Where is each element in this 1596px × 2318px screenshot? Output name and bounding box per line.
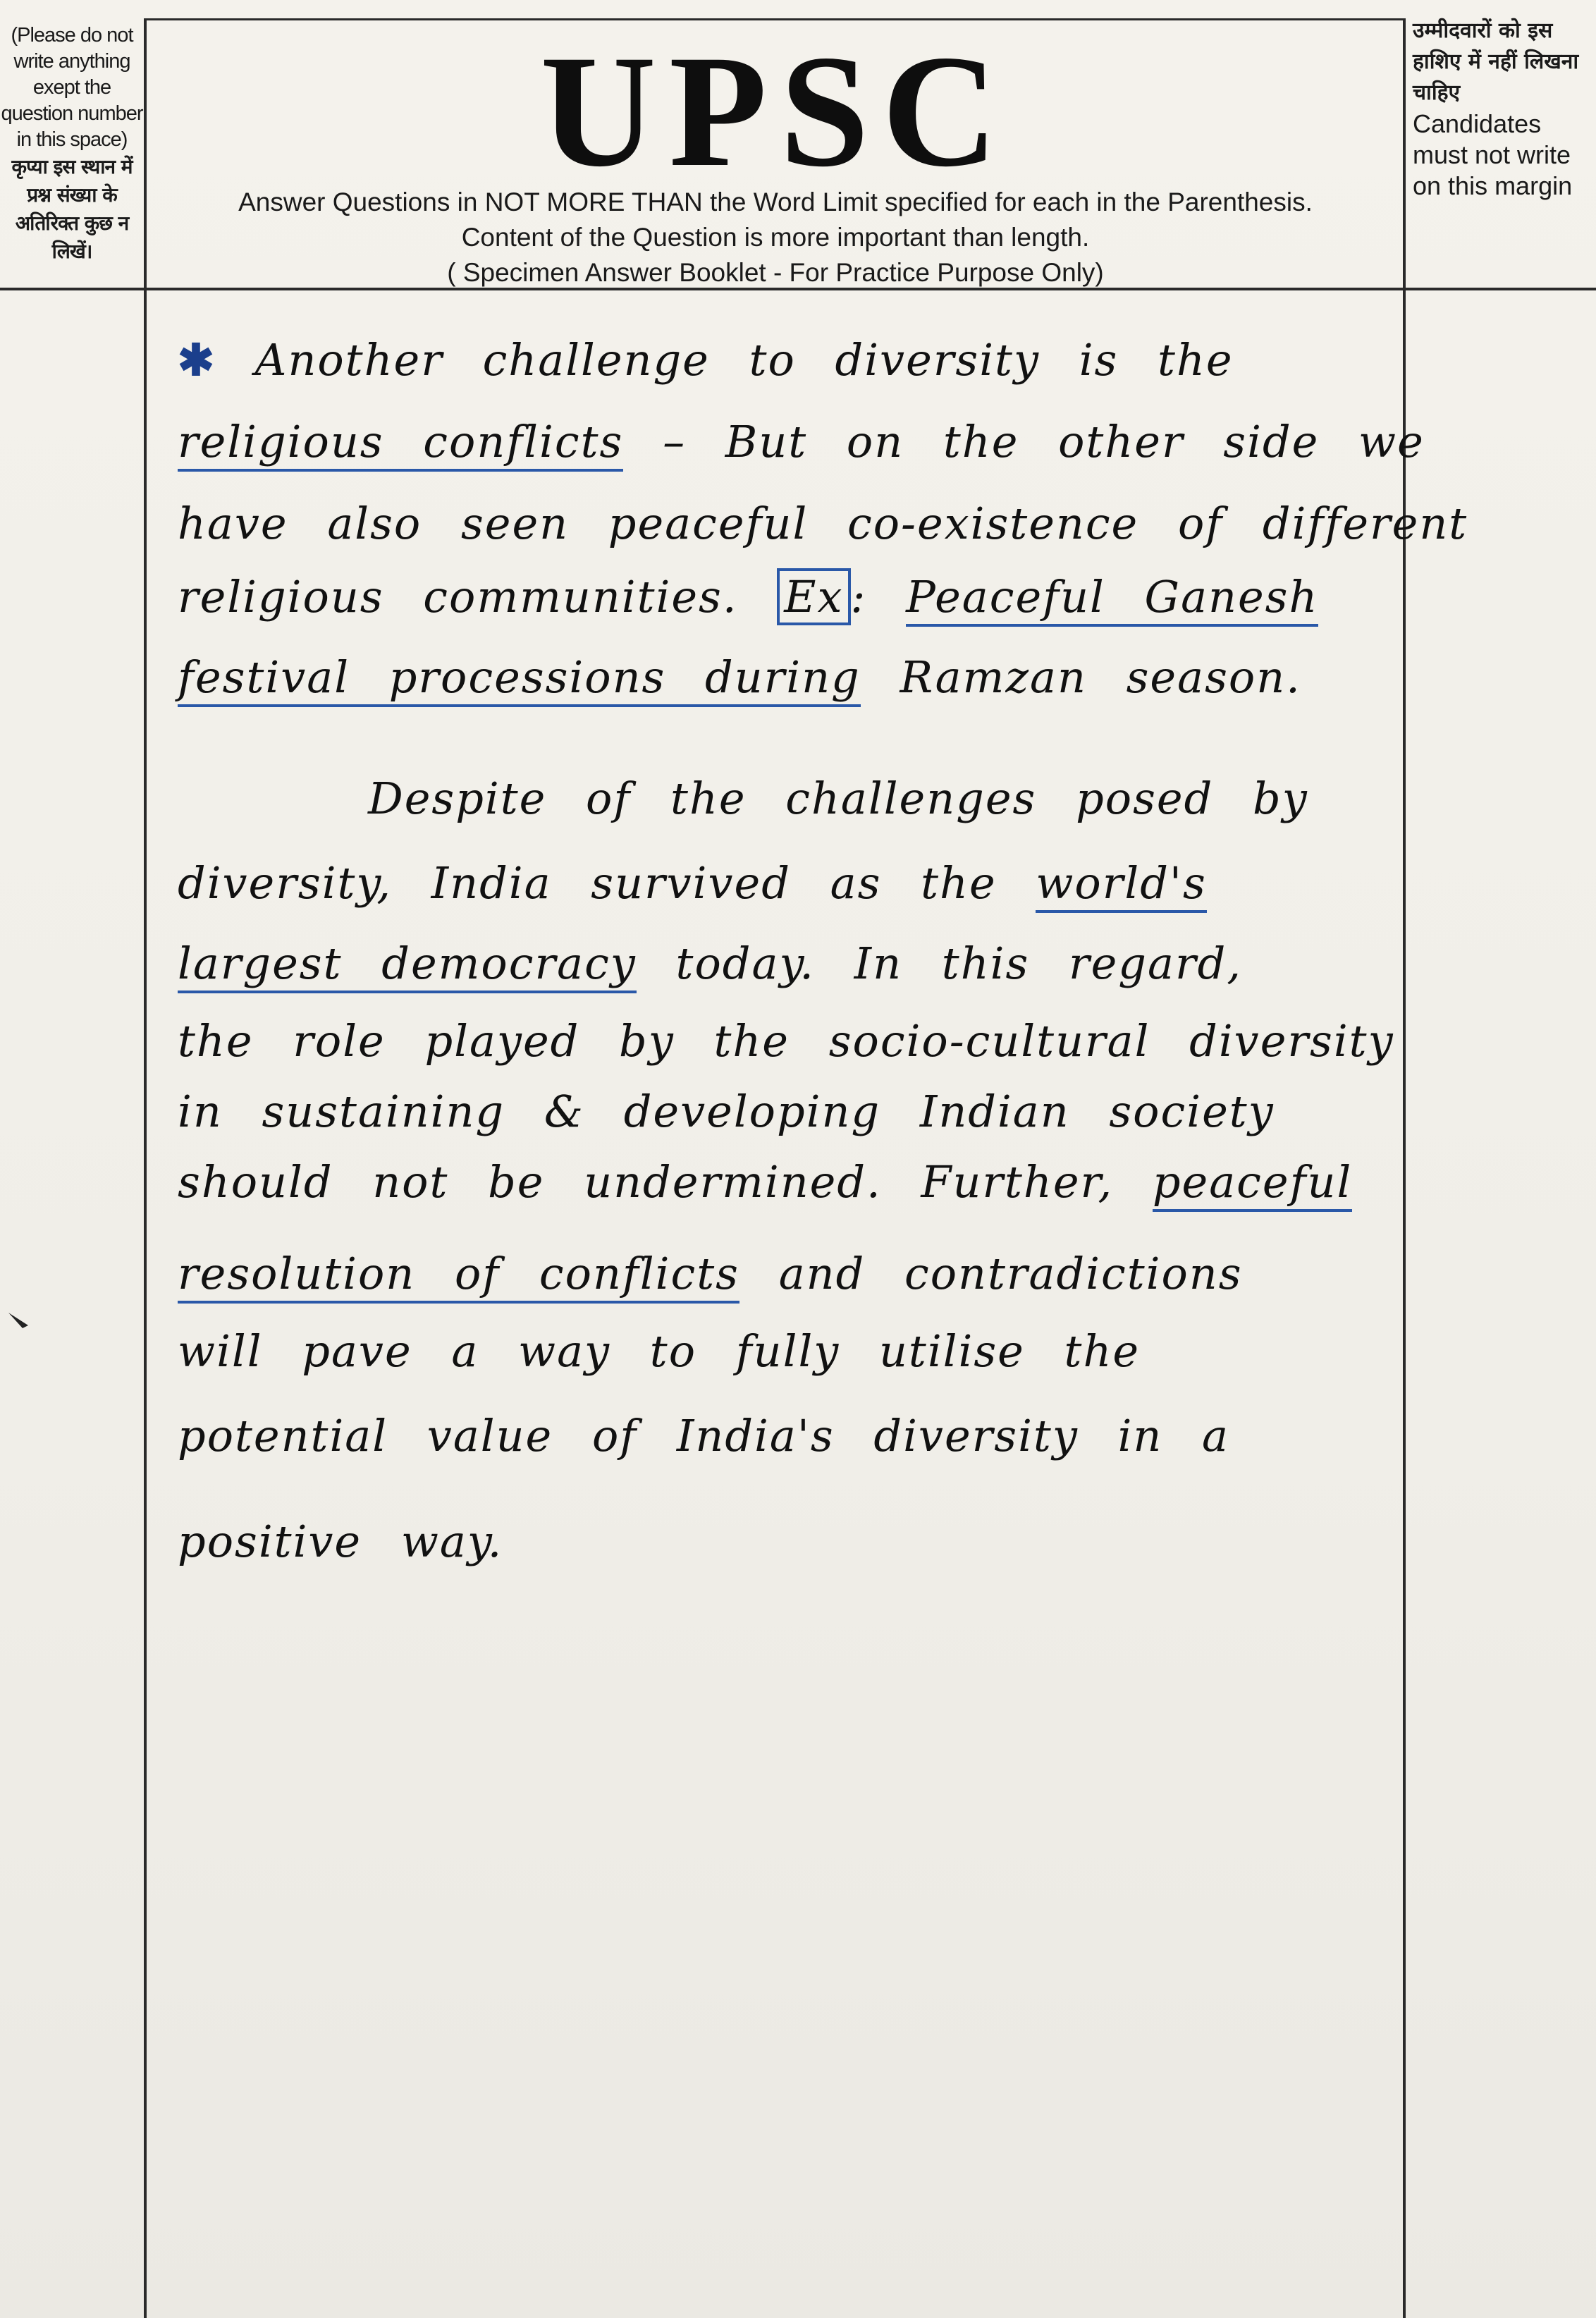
right-note-english: Candidates must not write on this margin (1413, 109, 1573, 200)
answer-line: have also seen peaceful co-existence of different (178, 498, 1468, 549)
underlined-phrase: largest democracy (178, 938, 637, 993)
answer-line: resolution of conflicts and contradictions (178, 1248, 1404, 1299)
left-note-hindi: कृप्या इस स्थान में प्रश्न संख्या के अतिरिक्त कुछ न लिखें। (11, 155, 133, 263)
left-note-english: (Please do not write anything exept the question number in this space) (1, 24, 143, 151)
underlined-phrase: Peaceful Ganesh (906, 571, 1318, 627)
right-note-hindi: उम्मीदवारों को इस हाशिए में नहीं लिखना चाहिए (1413, 18, 1579, 105)
answer-line: positive way. (178, 1516, 503, 1567)
instruction-line-2: Content of the Question is more important than length. (461, 223, 1090, 252)
star-bullet-icon: ✱ (178, 334, 216, 386)
example-box: Ex (777, 568, 850, 625)
answer-line: diversity, India survived as the world's (178, 857, 1404, 909)
answer-line: religious conflicts – But on the other side we (178, 416, 1404, 467)
answer-line: in sustaining & developing Indian society (178, 1086, 1275, 1137)
answer-line: religious communities. Ex : Peaceful Ganesh (178, 571, 1404, 623)
pen-mark-icon (7, 1310, 32, 1332)
underlined-phrase: festival processions during (178, 651, 861, 707)
answer-line: festival processions during Ramzan season. (178, 651, 1404, 703)
answer-line: the role played by the socio-cultural diversity (178, 1015, 1394, 1067)
underlined-phrase: resolution of conflicts (178, 1248, 739, 1304)
answer-line: largest democracy today. In this regard, (178, 938, 1404, 989)
upsc-logo: UPSC (540, 23, 1011, 200)
underlined-phrase: peaceful (1153, 1156, 1352, 1212)
underlined-phrase: world's (1036, 857, 1206, 913)
answer-line: potential value of India's diversity in a (178, 1410, 1230, 1461)
instruction-line-3: ( Specimen Answer Booklet - For Practice Purpose Only) (447, 258, 1104, 287)
underlined-phrase: religious conflicts (178, 416, 623, 472)
answer-line: will pave a way to fully utilise the (178, 1325, 1141, 1377)
answer-line: ✱ Another challenge to diversity is the (178, 334, 1234, 386)
instruction-line-1: Answer Questions in NOT MORE THAN the Word Limit specified for each in the Parenthesis. (238, 188, 1313, 216)
answer-line: should not be undermined. Further, peaceful (178, 1156, 1404, 1208)
answer-line: Despite of the challenges posed by (368, 773, 1308, 824)
